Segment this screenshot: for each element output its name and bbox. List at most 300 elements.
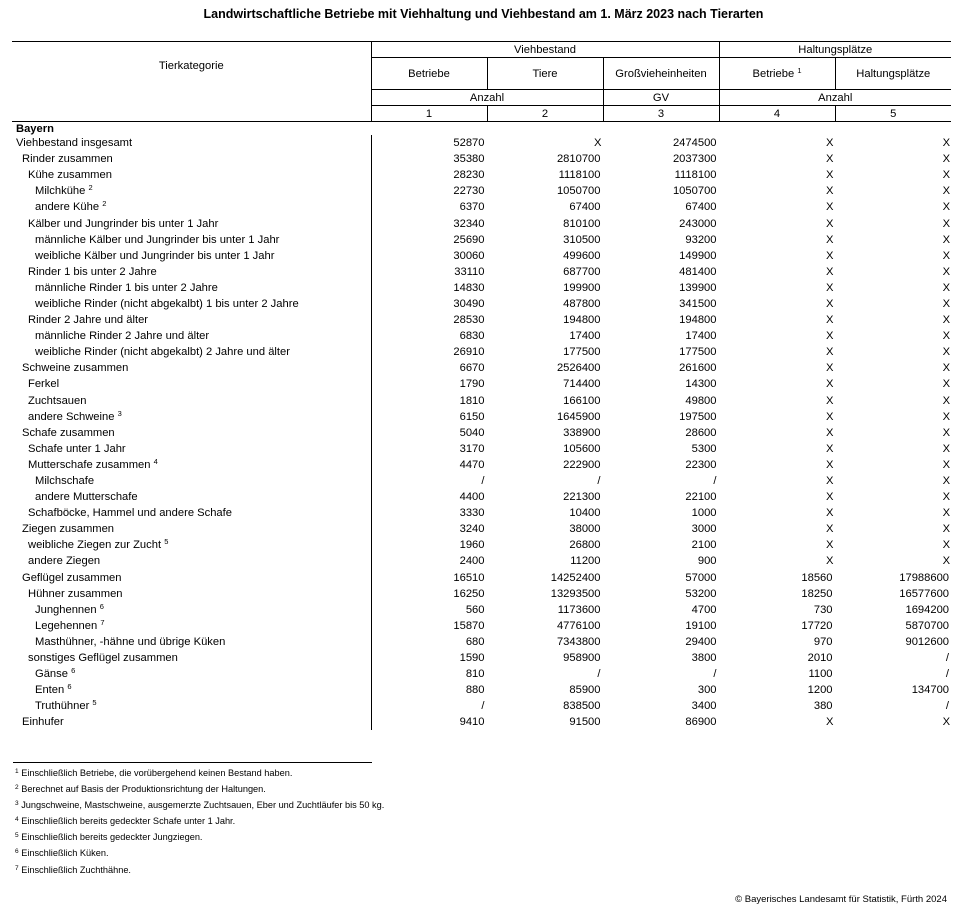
table-row	[12, 441, 951, 457]
footnote	[15, 829, 384, 845]
table-cell: 6150	[371, 409, 487, 425]
row-label-text: Masthühner, -hähne und übrige Küken	[35, 635, 226, 648]
row-label	[12, 409, 371, 425]
row-label	[12, 248, 371, 264]
table-row	[12, 457, 951, 473]
table-cell: 3240	[371, 521, 487, 537]
footnote	[15, 862, 384, 878]
footnote-text: Berechnet auf Basis der Produktionsrichtung der Haltungen.	[21, 784, 266, 795]
col-number: 1	[371, 106, 487, 122]
table-cell: X	[826, 442, 834, 455]
table-cell: X	[826, 362, 834, 375]
table-cell: 838500	[563, 700, 601, 713]
table-cell: 714400	[563, 378, 601, 391]
table-cell: 18250	[801, 587, 833, 600]
row-label-text: Geflügel zusammen	[22, 571, 122, 584]
table-cell: 9410	[371, 714, 487, 730]
table-cell: 177500	[563, 346, 601, 359]
row-label	[12, 167, 371, 183]
row-label	[12, 570, 371, 586]
table-cell: /	[371, 473, 487, 489]
footnote-text: Einschließlich Küken.	[21, 848, 109, 859]
table-cell: 1694200	[905, 603, 950, 616]
table-row	[12, 473, 951, 489]
row-label	[12, 521, 371, 537]
footnote-text: Einschließlich bereits gedeckter Schafe unter 1 Jahr.	[21, 816, 236, 827]
row-label	[12, 618, 371, 634]
table-cell: X	[942, 491, 951, 504]
unit-anzahl: Anzahl	[371, 90, 603, 106]
table-cell: 900	[697, 555, 717, 568]
table-cell: /	[945, 652, 950, 665]
table-cell: /	[371, 698, 487, 714]
table-cell: 1000	[691, 507, 717, 520]
table-row	[12, 409, 951, 425]
table-cell: X	[942, 458, 951, 471]
table-cell: 16577600	[899, 587, 950, 600]
footnote-ref: 6	[99, 601, 104, 611]
row-label	[12, 586, 371, 602]
row-label-text: Enten	[35, 684, 65, 697]
row-label	[12, 264, 371, 280]
table-cell: 4700	[691, 603, 717, 616]
table-row	[12, 280, 951, 296]
table-cell: 730	[813, 603, 833, 616]
table-cell: X	[942, 523, 951, 536]
table-row	[12, 570, 951, 586]
table-cell: X	[826, 185, 834, 198]
table-cell: 6670	[371, 360, 487, 376]
row-label	[12, 215, 371, 231]
table-cell: 35380	[371, 151, 487, 167]
table-row	[12, 634, 951, 650]
row-label-text: Truthühner	[35, 700, 90, 713]
table-cell: 3170	[371, 441, 487, 457]
row-label-text: Gänse	[35, 668, 68, 681]
row-label-text: Schafe unter 1 Jahr	[28, 442, 126, 455]
table-row	[12, 376, 951, 392]
row-label-text: Kühe zusammen	[28, 169, 112, 182]
page-title: Landwirtschaftliche Betriebe mit Viehhaltung und Viehbestand am 1. März 2023 nach Tierarten	[203, 7, 764, 21]
table-cell: 32340	[371, 215, 487, 231]
table-cell: 3400	[691, 700, 717, 713]
row-label-text: Rinder 1 bis unter 2 Jahre	[28, 265, 157, 278]
table-cell: 2010	[807, 652, 833, 665]
table-row	[12, 537, 951, 553]
row-label	[12, 199, 371, 215]
header-col-betriebe: Betriebe	[371, 58, 487, 90]
table-cell: 1100	[808, 668, 833, 681]
row-label	[12, 328, 371, 344]
row-label	[12, 135, 371, 151]
table-cell: X	[826, 265, 834, 278]
row-label	[12, 393, 371, 409]
table-cell: 17988600	[899, 571, 950, 584]
col-number: 3	[603, 106, 719, 122]
table-cell: 487800	[563, 297, 601, 310]
region-label: Bayern	[16, 122, 54, 135]
table-row	[12, 505, 951, 521]
table-cell: 30060	[371, 248, 487, 264]
table-cell: X	[826, 555, 834, 568]
footnote-number: 1	[15, 768, 19, 775]
row-label-text: Kälber und Jungrinder bis unter 1 Jahr	[28, 217, 219, 230]
footnote-text: Einschließlich bereits gedeckter Jungziegen.	[21, 832, 203, 843]
region-spacer	[719, 122, 835, 136]
table-cell: 3330	[371, 505, 487, 521]
table-cell: X	[826, 297, 834, 310]
row-label	[12, 698, 371, 714]
table-cell: 17720	[801, 619, 833, 632]
row-label-text: Milchschafe	[35, 475, 95, 488]
table-cell: X	[942, 346, 951, 359]
table-cell: 22300	[685, 458, 717, 471]
table-cell: 11200	[570, 555, 601, 568]
table-cell: X	[826, 716, 834, 729]
table-cell: 300	[697, 684, 717, 697]
table-row	[12, 344, 951, 360]
footnote-number: 6	[15, 848, 19, 856]
table-cell: /	[713, 668, 717, 681]
table-cell: 14830	[371, 280, 487, 296]
footnote-number: 4	[15, 816, 19, 824]
table-row	[12, 135, 951, 151]
table-cell: 3000	[691, 523, 717, 536]
table-cell: 970	[813, 635, 833, 648]
table-cell: X	[942, 137, 951, 150]
region-spacer	[371, 122, 487, 136]
table-cell: 22100	[685, 491, 717, 504]
table-cell: X	[826, 153, 834, 166]
table-cell: 139900	[679, 281, 717, 294]
table-cell: 1118100	[558, 169, 601, 182]
footnote-ref: 6	[71, 666, 76, 676]
table-cell: X	[826, 281, 834, 294]
table-cell: 958900	[563, 652, 601, 665]
row-label	[12, 505, 371, 521]
row-label	[12, 634, 371, 650]
table-cell: X	[942, 410, 951, 423]
table-cell: 5040	[371, 425, 487, 441]
table-cell: 3800	[691, 652, 717, 665]
table-cell: X	[942, 507, 951, 520]
table-cell: X	[826, 249, 834, 262]
row-label-text: Rinder zusammen	[22, 153, 113, 166]
table-row	[12, 650, 951, 666]
row-label-text: männliche Rinder 2 Jahre und älter	[35, 330, 210, 343]
row-label	[12, 151, 371, 167]
table-cell: 28530	[371, 312, 487, 328]
table-cell: /	[945, 700, 950, 713]
header-haltungsplaetze: Haltungsplätze	[719, 42, 951, 58]
table-cell: 199900	[563, 281, 601, 294]
row-label-text: Schafe zusammen	[22, 426, 115, 439]
footnote-ref: 2	[88, 183, 93, 193]
row-label	[12, 312, 371, 328]
table-row	[12, 489, 951, 505]
row-label-text: weibliche Rinder (nicht abgekalbt) 2 Jahre und älter	[35, 346, 290, 359]
table-cell: 560	[371, 602, 487, 618]
row-label	[12, 425, 371, 441]
table-cell: 166100	[563, 394, 601, 407]
col-number: 4	[719, 106, 835, 122]
table-cell: X	[826, 394, 834, 407]
table-row	[12, 698, 951, 714]
row-label	[12, 537, 371, 553]
table-cell: 880	[371, 682, 487, 698]
table-cell: 28230	[371, 167, 487, 183]
table-cell: 1200	[807, 684, 833, 697]
table-cell: 6370	[371, 199, 487, 215]
table-row	[12, 682, 951, 698]
table-cell: 149900	[679, 249, 717, 262]
table-cell: X	[826, 539, 834, 552]
footnote-divider	[13, 762, 372, 763]
table-cell: 2474500	[672, 137, 717, 150]
table-cell: 197500	[679, 410, 717, 423]
table-cell: X	[942, 249, 951, 262]
table-cell: X	[942, 555, 951, 568]
row-label-text: weibliche Ziegen zur Zucht	[28, 539, 162, 552]
row-label-text: weibliche Rinder (nicht abgekalbt) 1 bis unter 2 Jahre	[35, 297, 299, 310]
col-number: 2	[487, 106, 603, 122]
footnote	[15, 765, 384, 781]
table-cell: X	[942, 716, 951, 729]
table-cell: 1810	[371, 393, 487, 409]
table-row	[12, 714, 951, 730]
table-row	[12, 232, 951, 248]
header-col-tiere: Tiere	[487, 58, 603, 90]
row-label	[12, 666, 371, 682]
table-cell: 481400	[679, 265, 717, 278]
unit-anzahl-2: Anzahl	[719, 90, 951, 106]
table-cell: X	[942, 265, 951, 278]
table-cell: 680	[371, 634, 487, 650]
footnote-text: Jungschweine, Mastschweine, ausgemerzte Zuchtsauen, Eber und Zuchtläufer bis 50 kg.	[21, 800, 385, 811]
footnote-ref: 7	[100, 617, 105, 627]
table-cell: X	[942, 297, 951, 310]
row-label	[12, 473, 371, 489]
table-cell: 1590	[371, 650, 487, 666]
row-label-text: Hühner zusammen	[28, 587, 123, 600]
footnote-number: 7	[15, 864, 19, 872]
table-cell: 16250	[371, 586, 487, 602]
table-cell: 2100	[691, 539, 717, 552]
table-cell: 52870	[371, 135, 487, 151]
table-cell: 810100	[563, 217, 601, 230]
table-cell: 86900	[685, 716, 717, 729]
table-row	[12, 151, 951, 167]
row-label	[12, 232, 371, 248]
row-label-text: Milchkühe	[35, 185, 86, 198]
row-label-text: andere Ziegen	[28, 555, 101, 568]
table-cell: X	[942, 442, 951, 455]
row-label-text: Ferkel	[28, 378, 60, 391]
row-label-text: andere Mutterschafe	[35, 491, 138, 504]
table-cell: 14300	[685, 378, 717, 391]
row-label-text: Zuchtsauen	[28, 394, 87, 407]
table-cell: 26800	[569, 539, 601, 552]
footnote-ref: 3	[117, 408, 122, 418]
table-cell: /	[713, 475, 717, 488]
table-cell: 499600	[563, 249, 601, 262]
table-row	[12, 215, 951, 231]
table-cell: 15870	[371, 618, 487, 634]
table-cell: 1960	[371, 537, 487, 553]
table-cell: X	[942, 362, 951, 375]
row-label	[12, 183, 371, 199]
table-row	[12, 312, 951, 328]
table-cell: 19100	[685, 619, 717, 632]
table-cell: 29400	[685, 635, 717, 648]
table-cell: 53200	[685, 587, 717, 600]
table-cell: 4400	[371, 489, 487, 505]
table-cell: 26910	[371, 344, 487, 360]
table-cell: 9012600	[905, 635, 950, 648]
row-label-text: männliche Rinder 1 bis unter 2 Jahre	[35, 281, 218, 294]
table-cell: X	[826, 137, 834, 150]
table-cell: X	[942, 314, 951, 327]
row-label-text: andere Kühe	[35, 201, 100, 214]
footnote-ref: 4	[153, 456, 158, 466]
table-cell: X	[826, 314, 834, 327]
table-cell: 10400	[569, 507, 601, 520]
table-cell: X	[826, 475, 834, 488]
row-label-text: Mutterschafe zusammen	[28, 458, 151, 471]
row-label	[12, 376, 371, 392]
table-cell: X	[942, 539, 951, 552]
table-cell: X	[826, 458, 834, 471]
copyright: © Bayerisches Landesamt für Statistik, Fürth 2024	[735, 894, 947, 905]
row-label	[12, 602, 371, 618]
row-label	[12, 441, 371, 457]
table-row	[12, 618, 951, 634]
table-cell: X	[942, 378, 951, 391]
row-label-text: männliche Kälber und Jungrinder bis unter 1 Jahr	[35, 233, 280, 246]
row-label	[12, 457, 371, 473]
table-row	[12, 328, 951, 344]
table-cell: X	[826, 491, 834, 504]
row-label-text: Schafböcke, Hammel und andere Schafe	[28, 507, 232, 520]
region-spacer	[835, 122, 951, 136]
footnote-number: 5	[15, 832, 19, 840]
table-cell: X	[826, 201, 834, 214]
table-cell: 810	[371, 666, 487, 682]
row-label-text: Rinder 2 Jahre und älter	[28, 314, 149, 327]
table-cell: 38000	[569, 523, 601, 536]
row-label-text: Schweine zusammen	[22, 362, 129, 375]
table-cell: 5300	[691, 442, 717, 455]
table-row	[12, 521, 951, 537]
unit-gv: GV	[603, 90, 719, 106]
table-cell: 134700	[911, 684, 950, 697]
table-cell: X	[942, 233, 951, 246]
table-cell: 14252400	[550, 571, 601, 584]
table-row	[12, 360, 951, 376]
footnote-ref: 5	[164, 537, 169, 547]
table-cell: 221300	[563, 491, 601, 504]
table-cell: 18560	[801, 571, 833, 584]
header-spacer	[12, 90, 371, 106]
table-cell: 2400	[371, 553, 487, 569]
table-cell: X	[942, 330, 951, 343]
table-cell: 67400	[569, 201, 601, 214]
row-label-text: weibliche Kälber und Jungrinder bis unter 1 Jahr	[35, 249, 275, 262]
table-cell: 2810700	[556, 153, 601, 166]
header-col-haltungsplaetze: Haltungsplätze	[835, 58, 951, 90]
table-cell: 177500	[679, 346, 717, 359]
table-cell: 7343800	[556, 635, 601, 648]
row-label	[12, 650, 371, 666]
table-cell: X	[826, 410, 834, 423]
row-label	[12, 280, 371, 296]
footnote-ref: 1	[797, 65, 802, 75]
row-label	[12, 714, 371, 730]
row-label-text: Einhufer	[22, 716, 64, 729]
table-cell: 17400	[685, 330, 717, 343]
table-cell: X	[942, 153, 951, 166]
table-cell: 380	[813, 700, 833, 713]
table-cell: 22730	[371, 183, 487, 199]
table-cell: X	[826, 330, 834, 343]
table-cell: X	[942, 201, 951, 214]
footnote-ref: 2	[102, 199, 107, 209]
table-cell: 25690	[371, 232, 487, 248]
table-cell: 243000	[679, 217, 717, 230]
table-cell: X	[942, 475, 951, 488]
table-cell: 194800	[563, 314, 601, 327]
table-row	[12, 264, 951, 280]
header-spacer	[12, 106, 371, 122]
table-row	[12, 167, 951, 183]
table-cell: 16510	[371, 570, 487, 586]
table-row	[12, 586, 951, 602]
footnote	[15, 797, 384, 813]
table-cell: X	[826, 169, 834, 182]
footnote	[15, 845, 384, 861]
table-cell: 49800	[685, 394, 717, 407]
footnote-number: 2	[15, 784, 19, 792]
table-cell: 338900	[563, 426, 601, 439]
table-cell: 17400	[569, 330, 601, 343]
row-label-text: Ziegen zusammen	[22, 523, 115, 536]
table-cell: 4470	[371, 457, 487, 473]
footnote-text: Einschließlich Zuchthähne.	[21, 864, 131, 875]
table-cell: X	[942, 169, 951, 182]
table-cell: 57000	[685, 571, 717, 584]
row-label	[12, 489, 371, 505]
table-row	[12, 199, 951, 215]
table-cell: 4776100	[556, 619, 601, 632]
footnote-ref: 6	[67, 682, 72, 692]
table-cell: /	[597, 668, 601, 681]
table-cell: 105600	[563, 442, 601, 455]
table-cell: 1173600	[557, 603, 601, 616]
table-cell: 85900	[569, 684, 601, 697]
table-cell: X	[594, 137, 602, 150]
region-spacer	[603, 122, 719, 136]
footnote	[15, 813, 384, 829]
table-cell: 194800	[679, 314, 717, 327]
table-cell: 28600	[685, 426, 717, 439]
header-tierkategorie: Tierkategorie	[12, 42, 371, 90]
table-row	[12, 393, 951, 409]
table-row	[12, 553, 951, 569]
table-cell: 5870700	[905, 619, 950, 632]
table-cell: X	[942, 185, 951, 198]
row-label	[12, 682, 371, 698]
footnote-text: Einschließlich Betriebe, die vorübergehend keinen Bestand haben.	[21, 768, 293, 778]
